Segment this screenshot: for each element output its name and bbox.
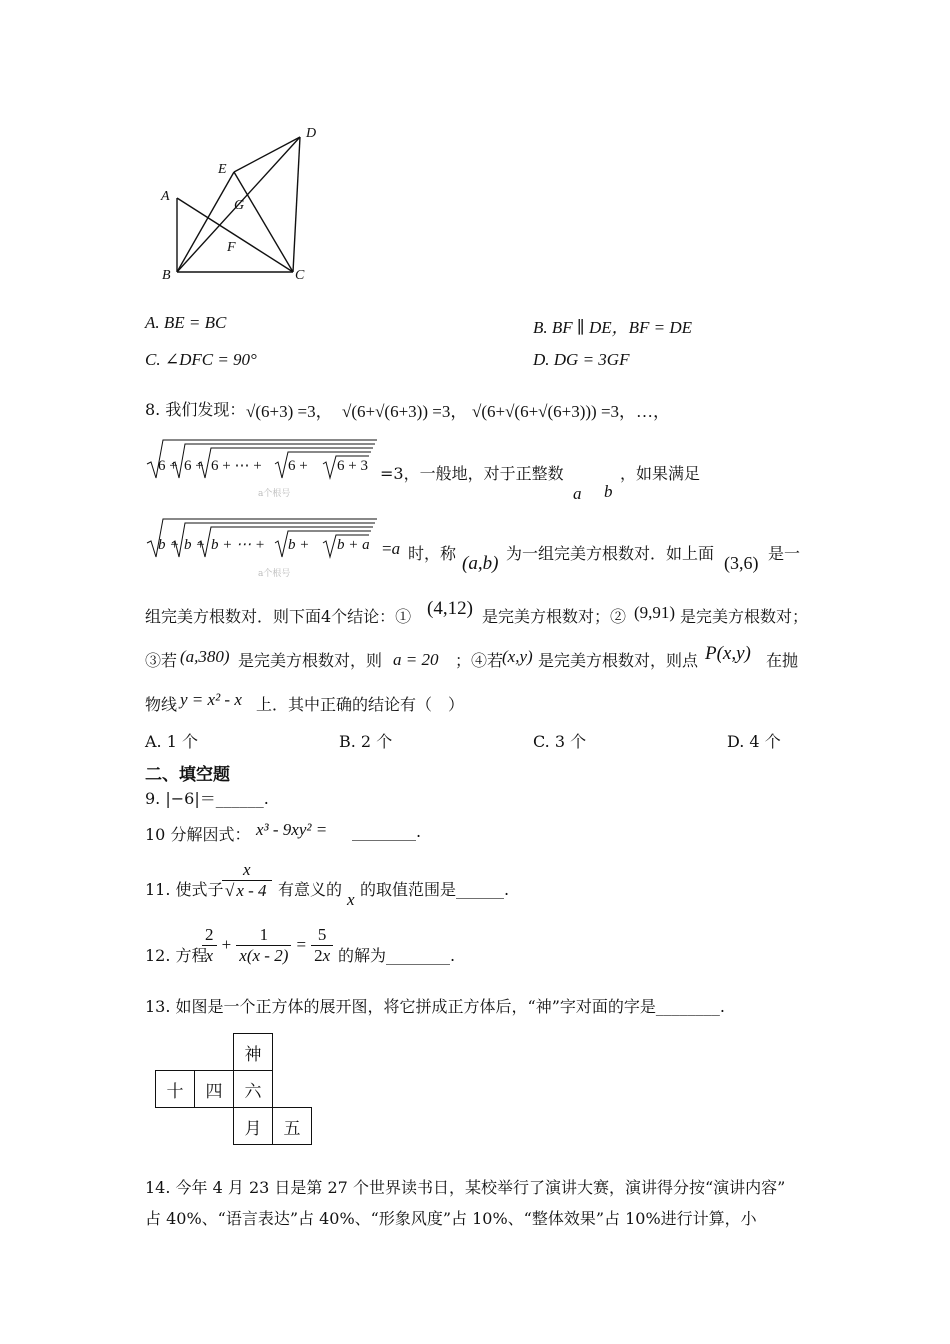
q14-line2: 占 40%、“语言表达”占 40%、“形象风度”占 10%、“整体效果”占 10%进行计算，小 [145,1209,757,1228]
q8-line6-b: 上．其中正确的结论有（ ） [256,695,465,714]
svg-text:b +: b + [184,537,206,553]
q8-line5-a: ③若 [145,651,178,670]
q9: 9. |−6|＝______. [145,789,269,808]
q11-end: 的取值范围是______. [360,880,510,899]
svg-text:6 +: 6 + [158,458,178,474]
q8-var-b: b [604,482,613,501]
q8-pair-991: (9,91) [634,603,676,622]
q8-line4: 组完美方根数对．则下面4个结论：① [145,607,412,626]
q8-option-a: A. 1 个 [145,732,198,751]
q7-option-c: C. ∠DFC = 90° [145,350,257,369]
q8-line4-c: 是完美方根数对； [680,607,809,626]
q8-line5-c: ；④若 [455,651,504,670]
q11-fraction: $\frac{x}{√ x - 4}$ [222,860,272,901]
q13-text: 13. 如图是一个正方体的展开图，将它拼成正方体后，“神”字对面的字是________. [145,997,725,1016]
q8-expr-2: √(6+√(6+3)) =3， [342,402,468,421]
q7-option-a: A. BE = BC [145,313,227,332]
cube-cell-right: 五 [273,1108,312,1145]
point-label-B: B [162,268,171,283]
q8-pair-xy: (x,y) [502,647,533,666]
q8-intro: 8. 我们发现： [145,400,246,419]
q12-equation: $\frac{2}{x}$ + $\frac{1}{x(x - 2)}$ = $\frac{5}{2x}$ [202,925,333,966]
svg-text:b +: b + [158,537,180,553]
q8-line6-a: 物线 [145,695,178,714]
q8-parabola: y = x² - x [180,690,242,709]
nested-radical-b [145,517,380,561]
point-label-C: C [295,268,305,283]
q14-line1: 14. 今年 4 月 23 日是第 27 个世界读书日，某校举行了演讲大赛，演讲得分按“演讲内容” [145,1178,786,1197]
q8-expr-1: √(6+3) =3， [246,402,333,421]
point-label-F: F [227,240,236,255]
svg-text:6 +: 6 + [184,458,204,474]
section-title-fill-in: 二、填空题 [145,765,230,785]
q7-option-b: B. BF ∥ DE，BF = DE [533,318,693,337]
svg-text:b + ⋯ +: b + ⋯ + [211,537,265,553]
q7-option-d: D. DG = 3GF [533,350,630,369]
q11-denominator: x - 4 [236,881,267,900]
q8-line5-d: 是完美方根数对，则点 [538,651,699,670]
cube-net [155,1033,312,1145]
nested-radical-6 [145,438,380,482]
point-label-G: G [234,198,245,213]
svg-text:6 +: 6 + [288,458,308,474]
svg-text:6 + ⋯ +: 6 + ⋯ + [211,458,262,474]
q8-var-a: a [573,484,582,503]
point-label-A: A [161,189,170,204]
q12-end: 的解为________. [338,946,456,965]
q8-option-c: C. 3 个 [533,732,587,751]
q8-a-eq: a = 20 [393,650,439,669]
q8-line3-end: 是一 [768,544,801,563]
q8-radical-count-1: a个根号 [258,489,291,499]
cube-cell-top: 神 [234,1034,273,1071]
q11-label: 11. 使式子 [145,880,224,899]
q12-label: 12. 方程 [145,946,208,965]
svg-text:b + a: b + a [337,537,370,553]
geometry-figure [150,120,330,290]
cube-cell-mid: 六 [234,1071,273,1108]
q8-pair-36: (3,6) [724,553,759,573]
q10-blank: ________. [352,822,422,841]
q8-line4-b: 是完美方根数对；② [482,607,627,626]
q10-label: 10 分解因式： [145,825,251,844]
q8-pair-412: (4,12) [427,598,473,619]
q8-line3-tail: 时，称 [408,544,457,563]
q8-pair-ab: (a,b) [462,553,499,574]
q8-option-d: D. 4 个 [727,732,781,751]
point-label-D: D [306,126,317,141]
q8-option-b: B. 2 个 [339,732,393,751]
q8-line5-e: 在抛 [766,651,799,670]
cube-cell-bottom: 月 [234,1108,273,1145]
q8-line5-b: 是完美方根数对，则 [238,651,383,670]
q8-point-p: P(x,y) [705,643,751,664]
q8-pair-a380: (a,380) [180,647,230,666]
q8-expr-3: √(6+√(6+√(6+3))) =3，…， [472,402,671,421]
q8-line3-mid: 为一组完美方根数对．如上面 [506,544,715,563]
cube-cell-left1: 十 [156,1071,195,1108]
svg-text:6 + 3: 6 + 3 [337,458,368,474]
point-label-E: E [218,162,227,177]
q11-numerator: x [222,860,272,881]
cube-cell-left2: 四 [195,1071,234,1108]
q8-radical-count-2: a个根号 [258,569,291,579]
svg-text:b +: b + [288,537,310,553]
q11-var: x [347,890,355,909]
q8-line2-tail: =3，一般地，对于正整数 [380,464,564,483]
q10-expr: x³ - 9xy² = [256,820,328,839]
q8-line2-end: ，如果满足 [620,464,701,483]
q11-mid: 有意义的 [278,880,343,899]
